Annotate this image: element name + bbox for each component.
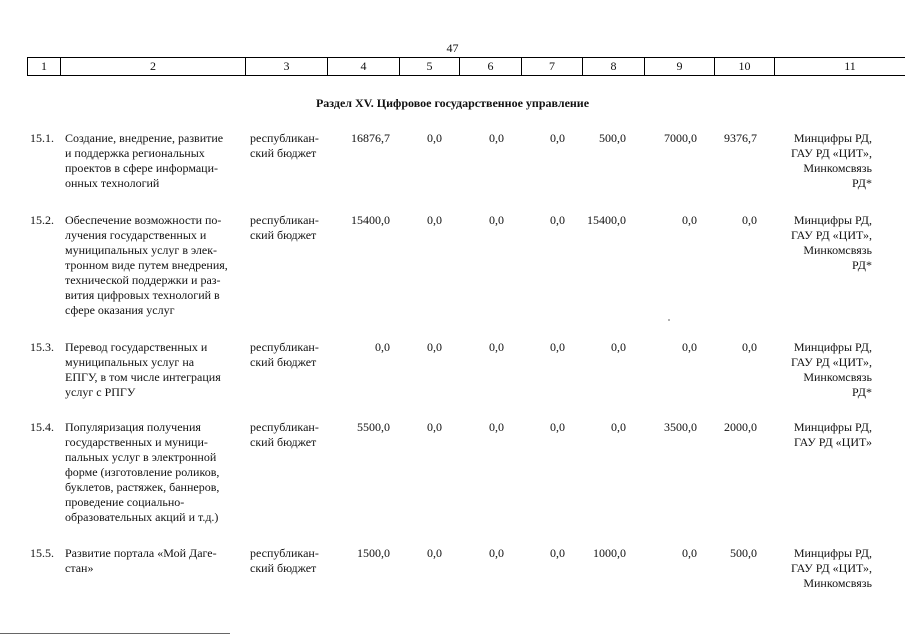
- measure-name-line: ЕПГУ, в том числе интеграция: [65, 370, 221, 384]
- funding-value: 0,0: [611, 420, 626, 434]
- measure-name: [65, 131, 245, 191]
- executor: [762, 340, 872, 400]
- measure-name-line: и поддержка региональных: [65, 146, 205, 160]
- funding-value: 0,0: [550, 213, 565, 227]
- measure-name-line: онных технологий: [65, 176, 160, 190]
- column-header: 9: [645, 58, 715, 76]
- funding-source-line: ский бюджет: [250, 561, 317, 575]
- funding-source-line: ский бюджет: [250, 146, 317, 160]
- funding-value: 0,0: [427, 340, 442, 354]
- executor-line: Минцифры РД,: [793, 340, 872, 354]
- measure-name-line: Популяризация получения: [65, 420, 201, 434]
- executor-line: Минцифры РД,: [793, 546, 872, 560]
- funding-value: 3500,0: [664, 420, 697, 434]
- executor: [762, 213, 872, 273]
- funding-value: 0,0: [611, 340, 626, 354]
- funding-value: 0,0: [682, 340, 697, 354]
- funding-source: [250, 131, 332, 161]
- page-number: 47: [446, 41, 459, 55]
- measure-name-line: муниципальных услуг на: [65, 355, 195, 369]
- funding-value: 0,0: [550, 340, 565, 354]
- column-header: 6: [460, 58, 522, 76]
- column-header: 2: [61, 58, 246, 76]
- column-header: 7: [522, 58, 583, 76]
- funding-source: [250, 213, 332, 243]
- executor-line: Минцифры РД,: [793, 213, 872, 227]
- executor: [762, 420, 872, 450]
- row-number: 15.2.: [30, 213, 54, 227]
- funding-value: 0,0: [375, 340, 390, 354]
- scan-speck: [668, 319, 670, 321]
- funding-source-line: ский бюджет: [250, 435, 317, 449]
- section-title: Раздел XV. Цифровое государственное управление: [315, 96, 590, 110]
- executor-line: Минцифры РД,: [793, 131, 872, 145]
- funding-value: 0,0: [427, 131, 442, 145]
- funding-source: [250, 546, 332, 576]
- executor-line: РД*: [852, 176, 872, 190]
- executor-line: ГАУ РД «ЦИТ»,: [790, 355, 872, 369]
- executor-line: ГАУ РД «ЦИТ»,: [790, 228, 872, 242]
- funding-value: 0,0: [550, 546, 565, 560]
- executor-line: Минкомсвязь: [803, 161, 872, 175]
- measure-name: [65, 546, 245, 576]
- funding-source-line: республикан-: [250, 340, 319, 354]
- column-header: 10: [715, 58, 775, 76]
- executor-line: Минцифры РД,: [793, 420, 872, 434]
- funding-source-line: республикан-: [250, 131, 319, 145]
- measure-name-line: проектов в сфере информаци-: [65, 161, 218, 175]
- funding-value: 1000,0: [593, 546, 626, 560]
- measure-name-line: стан»: [65, 561, 94, 575]
- funding-value: 0,0: [550, 131, 565, 145]
- measure-name-line: государственных и муници-: [65, 435, 208, 449]
- executor-line: ГАУ РД «ЦИТ»,: [790, 561, 872, 575]
- executor-line: РД*: [852, 258, 872, 272]
- funding-value: 0,0: [489, 131, 504, 145]
- funding-value: 1500,0: [357, 546, 390, 560]
- funding-source: [250, 420, 332, 450]
- measure-name-line: проведение социально-: [65, 495, 185, 509]
- executor: [762, 131, 872, 191]
- measure-name-line: лучения государственных и: [65, 228, 207, 242]
- measure-name-line: сфере оказания услуг: [65, 303, 175, 317]
- column-header: 11: [775, 58, 905, 76]
- executor-line: ГАУ РД «ЦИТ»: [793, 435, 872, 449]
- funding-value: 0,0: [682, 213, 697, 227]
- funding-value: 0,0: [489, 213, 504, 227]
- measure-name: [65, 213, 245, 318]
- funding-value: 500,0: [730, 546, 757, 560]
- funding-source-line: ский бюджет: [250, 355, 317, 369]
- funding-value: 0,0: [489, 546, 504, 560]
- funding-value: 0,0: [489, 420, 504, 434]
- funding-value: 15400,0: [351, 213, 390, 227]
- funding-value: 15400,0: [587, 213, 626, 227]
- funding-source-line: республикан-: [250, 546, 319, 560]
- executor-line: РД*: [852, 385, 872, 399]
- measure-name-line: Развитие портала «Мой Даге-: [65, 546, 217, 560]
- funding-value: 0,0: [742, 213, 757, 227]
- funding-value: 5500,0: [357, 420, 390, 434]
- executor-line: ГАУ РД «ЦИТ»,: [790, 146, 872, 160]
- executor-line: Минкомсвязь: [803, 370, 872, 384]
- funding-source-line: ский бюджет: [250, 228, 317, 242]
- row-number: 15.1.: [30, 131, 54, 145]
- column-header: 8: [583, 58, 645, 76]
- funding-source: [250, 340, 332, 370]
- funding-value: 0,0: [550, 420, 565, 434]
- row-number: 15.4.: [30, 420, 54, 434]
- column-header: 3: [246, 58, 328, 76]
- column-header: 5: [400, 58, 460, 76]
- measure-name-line: технической поддержки и раз-: [65, 273, 221, 287]
- measure-name: [65, 420, 245, 525]
- measure-name-line: услуг с РПГУ: [65, 385, 136, 399]
- funding-value: 0,0: [682, 546, 697, 560]
- measure-name-line: Создание, внедрение, развитие: [65, 131, 224, 145]
- measure-name-line: образовательных акций и т.д.): [65, 510, 219, 524]
- row-number: 15.3.: [30, 340, 54, 354]
- measure-name-line: тронном виде путем внедрения,: [65, 258, 228, 272]
- executor-line: Минкомсвязь: [803, 576, 872, 590]
- funding-value: 2000,0: [724, 420, 757, 434]
- funding-value: 9376,7: [724, 131, 757, 145]
- column-number-header: [27, 57, 905, 76]
- footnote-rule: [0, 633, 230, 634]
- measure-name-line: буклетов, растяжек, баннеров,: [65, 480, 220, 494]
- funding-value: 0,0: [427, 546, 442, 560]
- column-header: 1: [28, 58, 61, 76]
- funding-value: 0,0: [489, 340, 504, 354]
- measure-name-line: муниципальных услуг в элек-: [65, 243, 218, 257]
- executor-line: Минкомсвязь: [803, 243, 872, 257]
- measure-name-line: форме (изготовление роликов,: [65, 465, 220, 479]
- measure-name-line: пальных услуг в электронной: [65, 450, 217, 464]
- funding-value: 0,0: [742, 340, 757, 354]
- funding-source-line: республикан-: [250, 213, 319, 227]
- funding-value: 0,0: [427, 213, 442, 227]
- row-number: 15.5.: [30, 546, 54, 560]
- measure-name-line: Перевод государственных и: [65, 340, 208, 354]
- funding-value: 16876,7: [351, 131, 390, 145]
- funding-value: 7000,0: [664, 131, 697, 145]
- funding-source-line: республикан-: [250, 420, 319, 434]
- executor: [762, 546, 872, 591]
- measure-name: [65, 340, 245, 400]
- column-header: 4: [328, 58, 400, 76]
- funding-value: 500,0: [599, 131, 626, 145]
- funding-value: 0,0: [427, 420, 442, 434]
- measure-name-line: Обеспечение возможности по-: [65, 213, 222, 227]
- measure-name-line: вития цифровых технологий в: [65, 288, 220, 302]
